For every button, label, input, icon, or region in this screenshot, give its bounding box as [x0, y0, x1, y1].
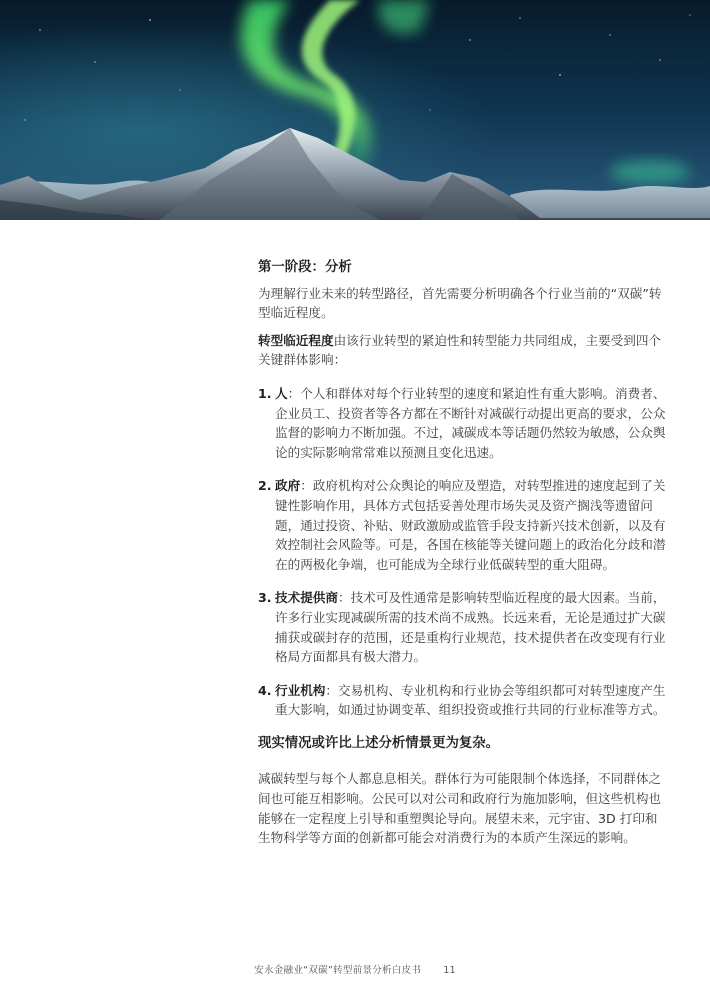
- list-item-text: ：个人和群体对每个行业转型的速度和紧迫性有重大影响。消费者、企业员工、投资者等各方都在不断针对减碳行动提出更高的要求，公众监督的影响力不断加强。不过，减碳成本等话题仍然较为敏感，公众舆论的实际影响常常难以预测且变化迅速。: [275, 385, 666, 460]
- list-item-title: 行业机构: [275, 682, 326, 698]
- page-footer: [0, 962, 710, 976]
- list-item-text: ：交易机构、专业机构和行业协会等组织都可对转型速度产生重大影响，如通过协调变革、组织投资或推行共同的行业标准等方式。: [275, 682, 666, 718]
- list-number: 2.: [258, 478, 272, 494]
- intro-paragraph: 为理解行业未来的转型路径，首先需要分析明确各个行业当前的“双碳”转型临近程度。: [258, 285, 662, 321]
- list-number: 1.: [258, 385, 272, 401]
- hero-image: [0, 0, 710, 220]
- page-number: 11: [443, 965, 456, 976]
- main-content: [258, 258, 668, 856]
- closing-paragraph: 减碳转型与每个人都息息相关。群体行为可能限制个体选择，不同群体之间也可能互相影响。公民可以对公司和政府行为施加影响，但这些机构也能够在一定程度上引导和重塑舆论导向。展望未来，元宇宙、3D 打印和生物科学等方面的创新都可能会对消费行为的本质产生深远的影响。: [258, 771, 661, 846]
- definition-text: 由该行业转型的紧迫性和转型能力共同组成，主要受到四个关键群体影响：: [258, 332, 661, 368]
- footer-title: 安永金融业“双碳”转型前景分析白皮书: [254, 965, 422, 976]
- list-item-text: ：政府机构对公众舆论的响应及塑造，对转型推进的速度起到了关键性影响作用，具体方式包括妥善处理市场失灵及资产搁浅等遗留问题，通过投资、补贴、财政激励或监管手段支持新兴技术创新，以及有效控制社会风险等。可是，各国在核能等关键问题上的政治化分歧和潜在的两极化争端，也可能成为全球行业低碳转型的重大阻碍。: [275, 478, 666, 572]
- definition-term: 转型临近程度: [258, 332, 334, 348]
- list-item: [258, 384, 668, 462]
- list-number: 3.: [258, 590, 272, 606]
- aurora-mountain-photo: [0, 0, 710, 220]
- list-item-title: 技术提供商: [275, 590, 338, 606]
- list-item: [258, 681, 668, 720]
- list-item-title: 政府: [275, 478, 301, 494]
- subheading: 现实情况或许比上述分析情景更为复杂。: [258, 735, 500, 751]
- factor-list: [258, 384, 668, 720]
- definition-paragraph: [258, 331, 668, 370]
- section-title: 第一阶段：分析: [258, 260, 352, 275]
- list-item: [258, 588, 668, 666]
- list-number: 4.: [258, 682, 272, 698]
- list-item: [258, 476, 668, 574]
- list-item-text: ：技术可及性通常是影响转型临近程度的最大因素。当前，许多行业实现减碳所需的技术尚不成熟。长远来看，无论是通过扩大碳捕获或碳封存的范围，还是重构行业规范，技术提供者在改变现有行业格局方面都具有极大潜力。: [275, 590, 666, 665]
- list-item-title: 人: [275, 385, 288, 401]
